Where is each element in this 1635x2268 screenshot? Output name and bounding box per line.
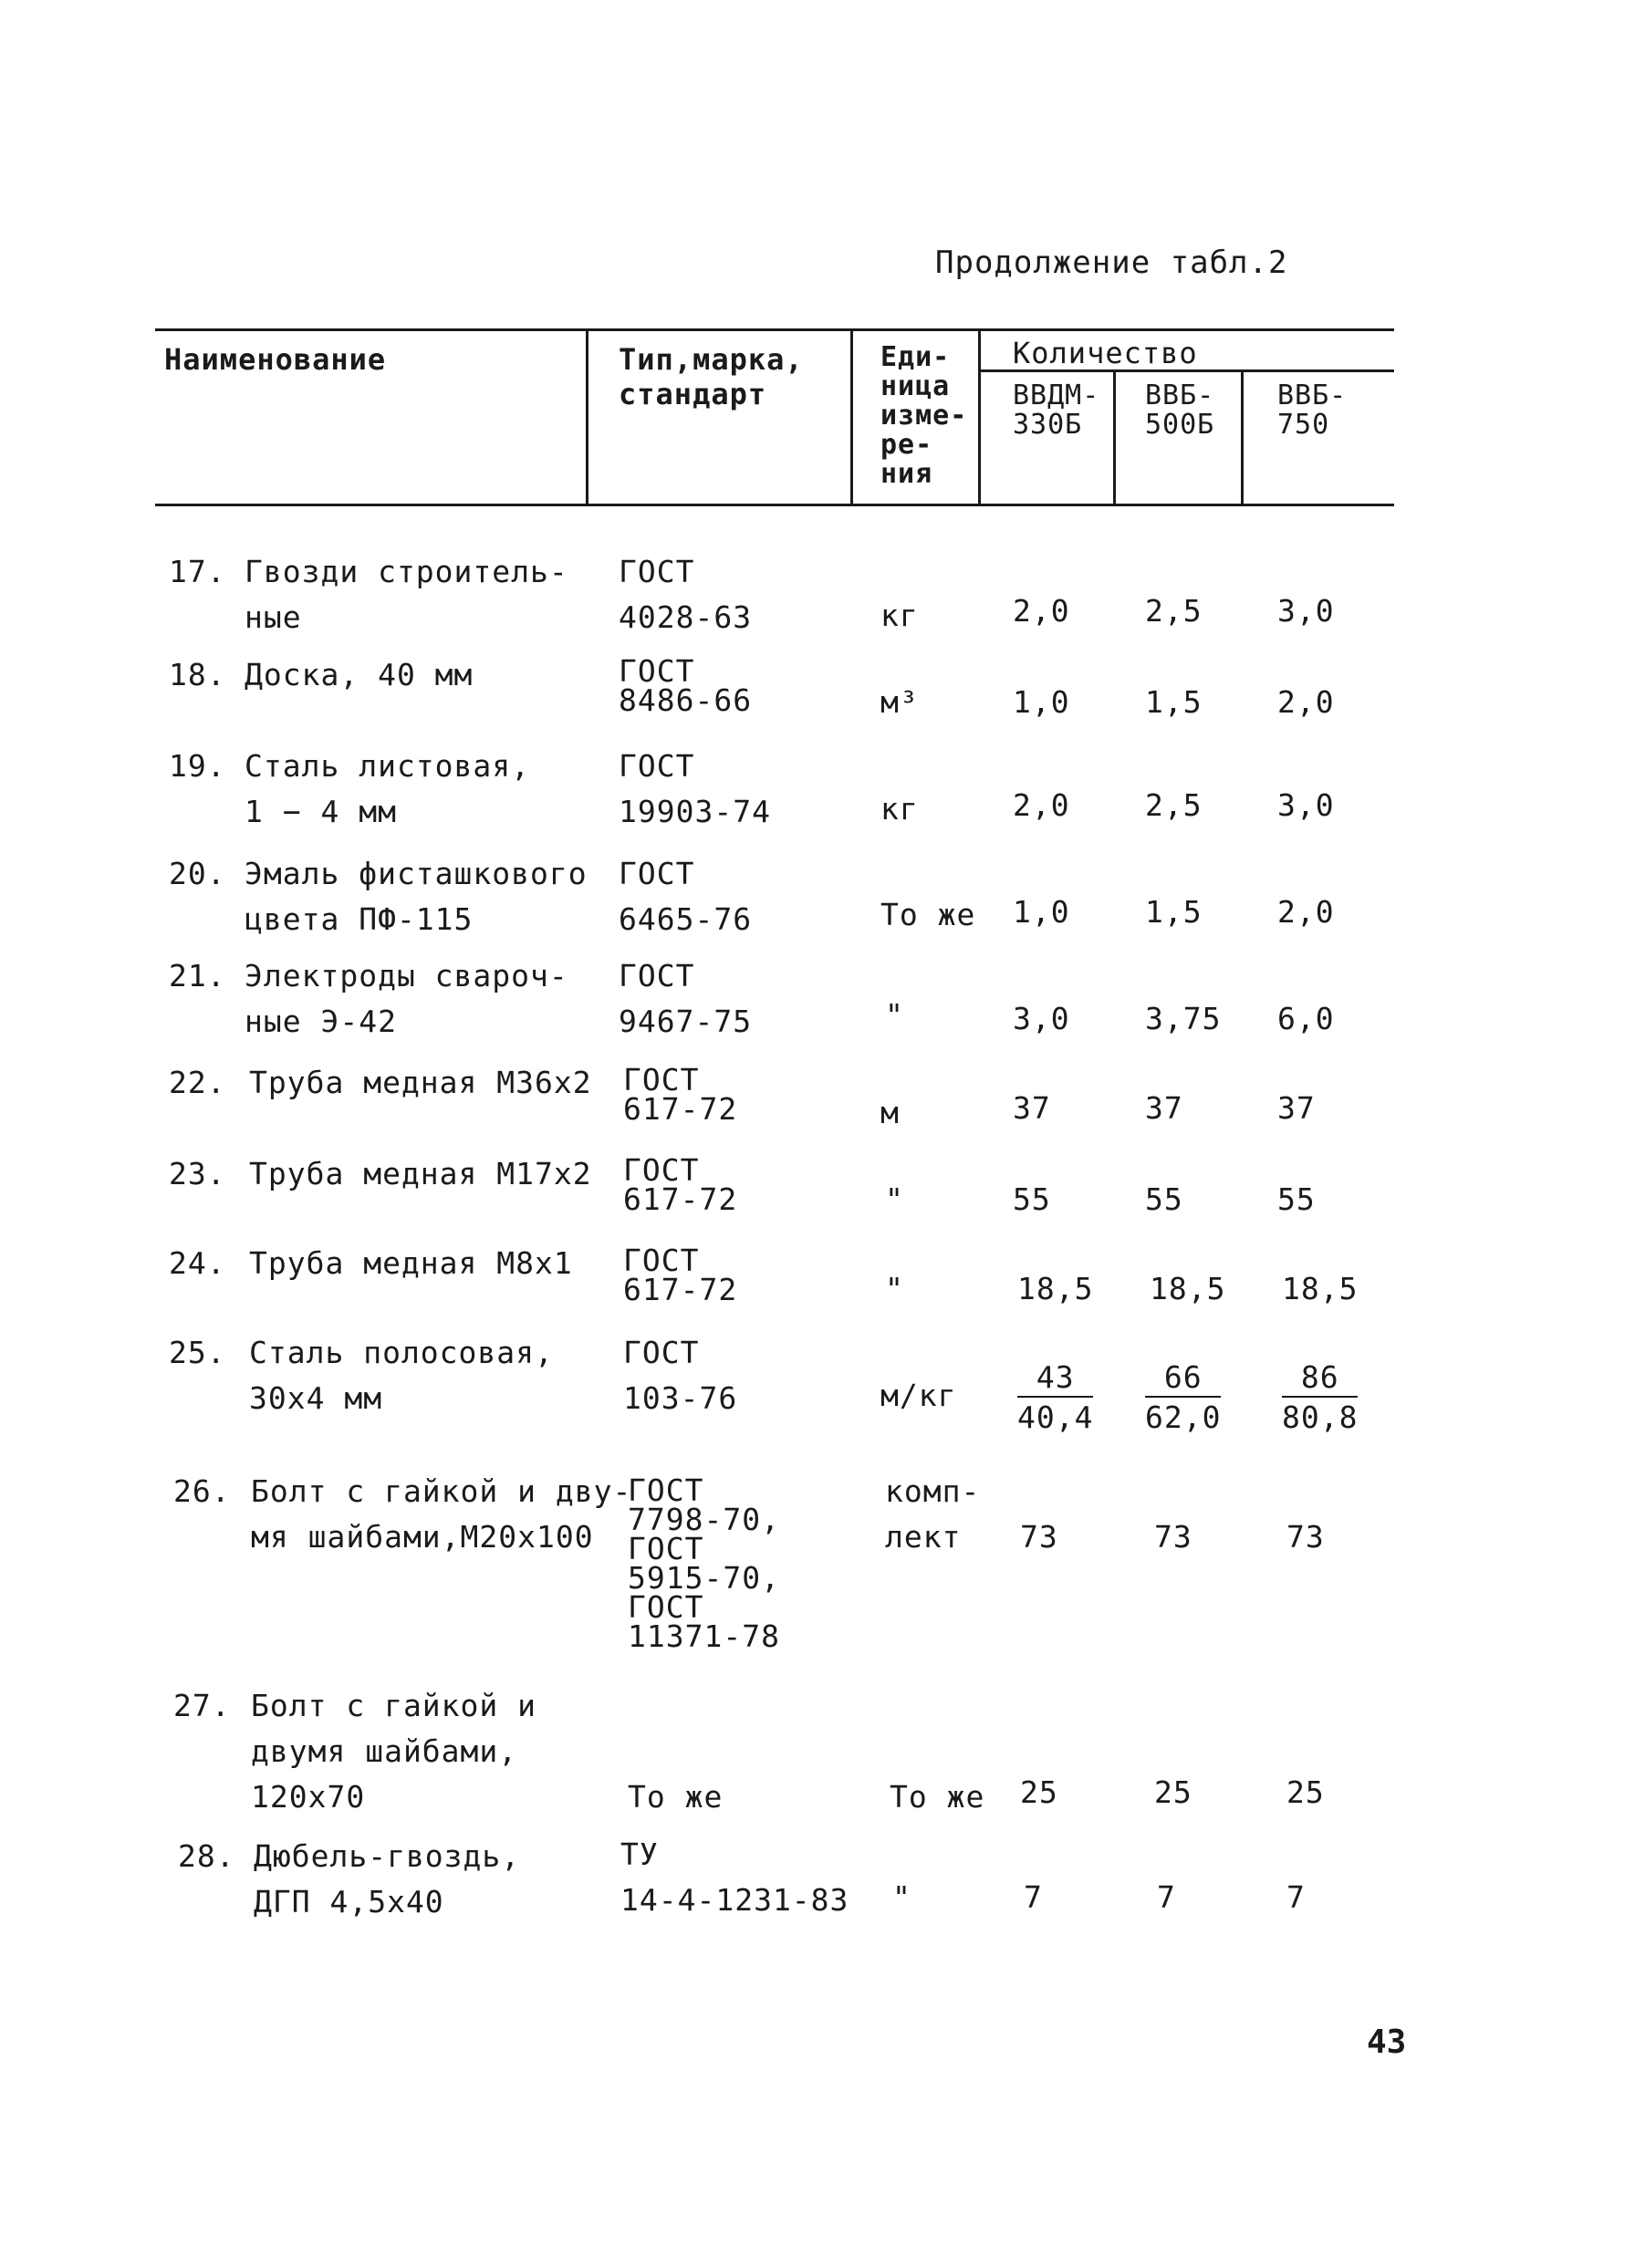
fraction-denominator: 62,0 [1145,1399,1222,1435]
row-name-line: Болт с гайкой и дву- [251,1473,632,1509]
row-name-line: ДГП 4,5х40 [254,1884,444,1919]
fraction-denominator: 80,8 [1282,1399,1359,1435]
header-name: Наименование [164,342,387,377]
row-unit: " [885,1181,904,1217]
row-standard [623,1152,738,1217]
header-col3 [1277,381,1347,440]
row-standard-line: 19903-74 [619,794,771,829]
row-name-line: Гвозди строитель- [245,554,568,589]
header-unit-line5: ния [880,458,933,490]
header-col2-line2: 500Б [1145,409,1215,441]
row-standard [623,1062,738,1127]
row-standard-line: 11371-78 [628,1618,780,1654]
header-type-line2: стандарт [619,377,767,411]
row-value-col2: 37 [1145,1090,1183,1126]
row-name [245,744,530,835]
row-value-col1: 55 [1013,1181,1051,1217]
row-standard-line: 103-76 [623,1380,738,1416]
row-standard-line: ГОСТ [628,1472,704,1508]
row-number: 28. [178,1838,235,1874]
table-top-rule [155,328,1394,331]
row-unit-line: комп- [885,1473,981,1509]
row-name [249,1151,592,1197]
row-unit: кг [880,598,919,633]
header-type-line1: Тип,марка, [619,342,804,377]
row-name [251,1683,536,1820]
row-standard-line: ГОСТ [619,856,695,891]
row-number: 26. [173,1473,231,1509]
row-unit: То же [890,1779,985,1815]
header-col3-line1: ВВБ- [1277,380,1348,411]
header-col3-line2: 750 [1277,409,1330,441]
row-standard [620,1832,849,1923]
row-number: 19. [169,748,226,784]
header-col1 [1013,381,1099,440]
row-value-col3: 3,0 [1277,593,1335,629]
row-value-col2: 73 [1154,1519,1192,1555]
row-value-col3: 7 [1286,1879,1306,1915]
row-standard [628,1472,780,1654]
row-value-col2: 1,5 [1145,894,1203,930]
row-name-line: 120х70 [251,1779,366,1815]
row-number: 20. [169,856,226,891]
row-standard [619,953,752,1045]
row-standard-line: ГОСТ [628,1589,704,1625]
row-name-line: Сталь полосовая, [249,1335,554,1370]
row-value-col3: 55 [1277,1181,1316,1217]
header-unit-line1: Еди- [880,341,951,373]
row-name-line: Доска, 40 мм [245,657,474,692]
row-standard [619,851,752,942]
row-standard-line: 9467-75 [619,1004,753,1039]
header-unit [880,343,967,489]
row-name [251,1469,631,1560]
row-unit: " [885,997,904,1033]
row-value-col3: 2,0 [1277,684,1335,720]
row-value-col1: 73 [1020,1519,1058,1555]
row-standard-line: 14-4-1231-83 [620,1882,849,1918]
row-standard-line: ГОСТ [619,653,695,689]
row-standard [623,1243,738,1307]
header-type [619,342,804,411]
fraction-denominator: 40,4 [1017,1399,1094,1435]
row-value-col2 [1145,1359,1221,1438]
row-name [249,1241,573,1286]
row-value-col2: 7 [1157,1879,1176,1915]
row-standard-line: ГОСТ [623,1152,700,1188]
row-number: 17. [169,554,226,589]
row-name-line: Дюбель-гвоздь, [254,1838,521,1874]
row-name-line: 30х4 мм [249,1380,383,1416]
header-col1-line1: ВВДМ- [1013,380,1100,411]
row-standard-line: То же [628,1779,724,1815]
row-unit: То же [880,897,976,932]
row-name-line: Электроды свароч- [245,958,568,994]
row-value-col1: 25 [1020,1774,1058,1810]
header-col2 [1145,381,1214,440]
row-number: 18. [169,657,226,692]
row-value-col1: 18,5 [1017,1271,1094,1306]
header-col2-line1: ВВБ- [1145,380,1215,411]
row-name-line: Труба медная М36х2 [249,1065,592,1100]
row-value-col3: 73 [1286,1519,1325,1555]
row-name-line: ные [245,599,302,635]
row-name-line: цвета ПФ-115 [245,901,474,937]
row-standard [628,1774,723,1820]
fraction-numerator: 86 [1282,1359,1358,1398]
row-name [245,851,588,942]
row-standard-line: 7798-70, [628,1502,780,1537]
header-bottom-rule [155,504,1394,506]
row-value-col3: 3,0 [1277,787,1335,823]
row-name-line: Болт с гайкой и [251,1688,537,1723]
header-col1-line2: 330Б [1013,409,1083,441]
row-standard-line: ГОСТ [623,1062,700,1098]
row-unit: кг [880,791,919,827]
row-name [249,1330,554,1421]
row-name-line: Труба медная М8х1 [249,1245,573,1281]
col-divider-4 [1113,371,1116,505]
row-standard-line: ГОСТ [619,748,695,784]
row-name [245,652,473,698]
row-standard-line: ГОСТ [628,1531,704,1566]
row-value-col2: 3,75 [1145,1001,1222,1036]
row-value-col1: 1,0 [1013,894,1070,930]
row-unit: " [885,1271,904,1306]
row-value-col2: 2,5 [1145,593,1203,629]
row-standard [619,744,771,835]
fraction-numerator: 66 [1145,1359,1221,1398]
row-standard-line: ГОСТ [619,958,695,994]
row-standard-line: 8486-66 [619,682,753,718]
row-value-col2: 25 [1154,1774,1192,1810]
row-value-col3: 2,0 [1277,894,1335,930]
row-name [245,549,568,640]
row-name-line: ные Э-42 [245,1004,397,1039]
row-standard-line: ГОСТ [619,554,695,589]
row-name [254,1834,520,1925]
row-value-col1 [1017,1359,1093,1438]
row-value-col2: 1,5 [1145,684,1203,720]
table-caption: Продолжение табл.2 [935,244,1288,281]
row-unit: м/кг [880,1378,957,1413]
row-name-line: Труба медная М17х2 [249,1156,592,1191]
row-number: 24. [169,1245,226,1281]
row-value-col3: 37 [1277,1090,1316,1126]
row-standard [619,549,752,640]
row-value-col3: 6,0 [1277,1001,1335,1036]
row-standard-line: ГОСТ [623,1243,700,1278]
row-number: 25. [169,1335,226,1370]
row-name-line: мя шайбами,М20х100 [251,1519,594,1555]
header-unit-line3: изме- [880,400,968,432]
row-standard-line: ТУ [620,1836,659,1872]
row-name-line: двумя шайбами, [251,1733,518,1769]
row-unit: м [880,1095,900,1130]
row-number: 22. [169,1065,226,1100]
row-unit [885,1469,980,1560]
row-value-col2: 55 [1145,1181,1183,1217]
col-divider-2 [850,330,853,505]
row-value-col1: 2,0 [1013,787,1070,823]
col-divider-1 [586,330,588,505]
row-unit: " [892,1879,911,1915]
row-value-col1: 2,0 [1013,593,1070,629]
row-value-col1: 3,0 [1013,1001,1070,1036]
header-unit-line4: ре- [880,429,933,461]
row-value-col2: 18,5 [1150,1271,1226,1306]
row-name [245,953,568,1045]
col-divider-3 [978,330,981,505]
row-value-col3: 25 [1286,1774,1325,1810]
row-value-col3: 18,5 [1282,1271,1359,1306]
row-standard-line: 5915-70, [628,1560,780,1596]
row-standard-line: 617-72 [623,1181,738,1217]
page-number: 43 [1367,2024,1407,2061]
row-name-line: Сталь листовая, [245,748,531,784]
row-number: 23. [169,1156,226,1191]
row-value-col1: 37 [1013,1090,1051,1126]
row-name [249,1060,592,1106]
row-number: 27. [173,1688,231,1723]
row-value-col1: 1,0 [1013,684,1070,720]
header-unit-line2: ница [880,370,951,402]
row-name-line: 1 − 4 мм [245,794,397,829]
fraction-numerator: 43 [1017,1359,1093,1398]
col-divider-5 [1241,371,1244,505]
row-unit: м³ [880,684,919,720]
header-quantity: Количество [1013,336,1198,370]
row-standard [623,1330,737,1421]
row-standard-line: 617-72 [623,1272,738,1307]
row-standard-line: 4028-63 [619,599,753,635]
row-value-col1: 7 [1024,1879,1043,1915]
row-standard-line: ГОСТ [623,1335,700,1370]
row-unit-line: лект [885,1519,962,1555]
row-standard-line: 617-72 [623,1091,738,1127]
row-number: 21. [169,958,226,994]
row-standard-line: 6465-76 [619,901,753,937]
row-name-line: Эмаль фисташкового [245,856,588,891]
row-standard [619,653,753,718]
row-value-col3 [1282,1359,1358,1438]
row-value-col2: 2,5 [1145,787,1203,823]
